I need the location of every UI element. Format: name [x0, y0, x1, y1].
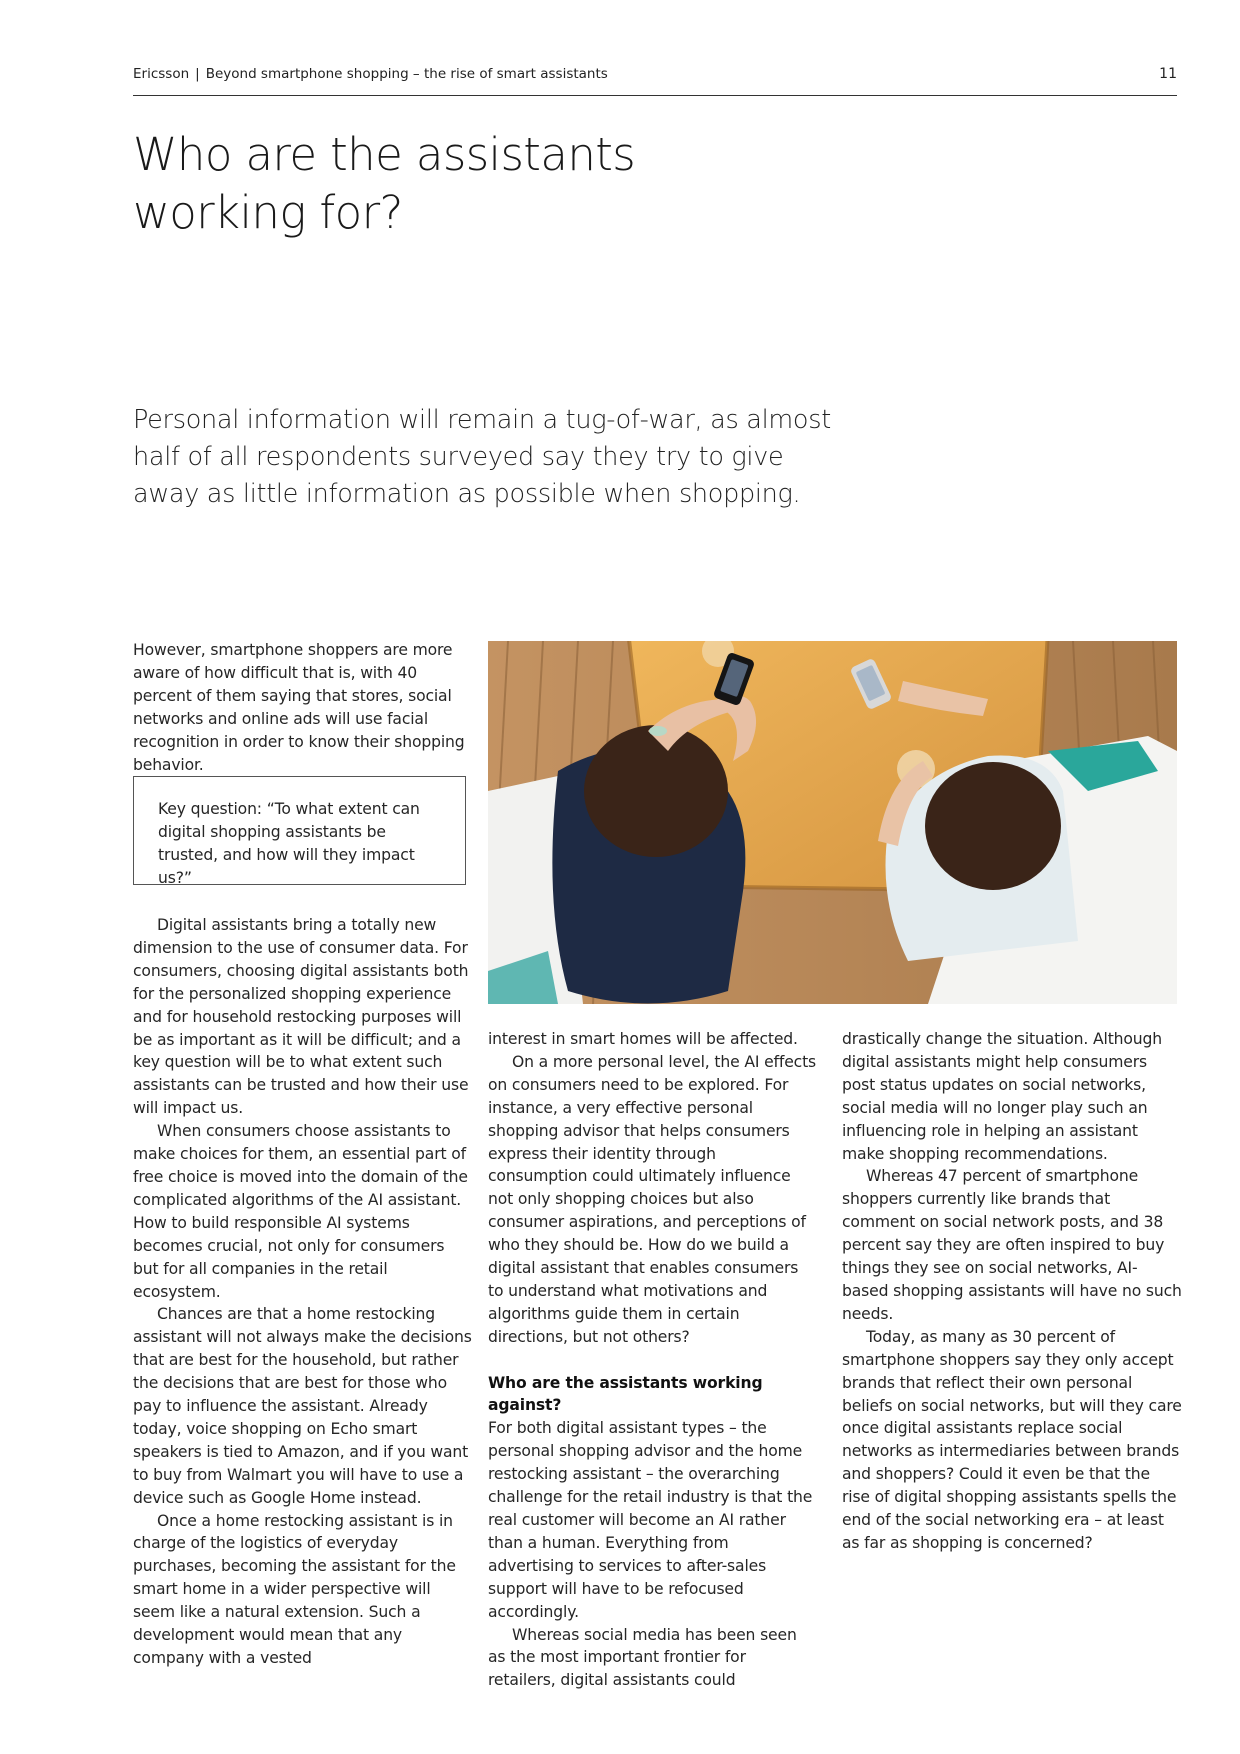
- page-header: [133, 66, 1177, 96]
- header-separator: |: [195, 66, 200, 82]
- bracelet: [649, 726, 667, 736]
- photo-illustration: [488, 641, 1177, 1004]
- body-column-3: [842, 1028, 1182, 1555]
- column2-paragraph-4: Whereas social media has been seen as the most important frontier for retailers, digital assistants could: [488, 1625, 797, 1690]
- column1-paragraph-1: Digital assistants bring a totally new dimension to the use of consumer data. For consumers, choosing digital assistants both for the personalized shopping experience and for household restocking purposes will be as important as it will be difficult; and a key question will be to what extent such assistants can be trusted and how their use will impact us.: [133, 916, 469, 1118]
- title-line-2: working for?: [133, 186, 403, 239]
- column3-paragraph-3: Today, as many as 30 percent of smartphone shoppers say they only accept brands that reflect their own personal beliefs on social networks, but will they care once digital assistants replace social networks as intermediaries between brands and shoppers? Could it even be that the rise of digital shopping assistants spells the end of the social networking era – at least as far as shopping is concerned?: [842, 1327, 1182, 1552]
- page-title: [133, 126, 833, 242]
- column3-paragraph-2: Whereas 47 percent of smartphone shoppers currently like brands that comment on social network posts, and 38 percent say they are often inspired to buy things they see on social networks, AI-based shopping assistants will have no such needs.: [842, 1167, 1182, 1323]
- column1-paragraph-3: Chances are that a home restocking assistant will not always make the decisions that are best for the household, but rather the decisions that are best for those who pay to influence the assistant. Already today, voice shopping on Echo smart speakers is tied to Amazon, and if you want to buy from Walmart you will have to use a device such as Google Home instead.: [133, 1305, 472, 1507]
- body-column-1: [133, 914, 473, 1670]
- company-name: Ericsson: [133, 66, 190, 82]
- key-question-text: Key question: “To what extent can digital shopping assistants be trusted, and how will they impact us?”: [158, 800, 420, 887]
- column2-paragraph-2: On a more personal level, the AI effects on consumers need to be explored. For instance, a very effective personal shopping advisor that helps consumers express their identity through consumption could ultimately influence not only shopping choices but also consumer aspirations, and perceptions of who they should be. How do we build a digital assistant that enables consumers to understand what motivations and algorithms guide them in certain directions, but not others?: [488, 1052, 817, 1346]
- section-heading: Who are the assistants working against?: [488, 1373, 763, 1415]
- intro-text: However, smartphone shoppers are more aware of how difficult that is, with 40 percent of them saying that stores, social networks and online ads will use facial recognition in order to know their shopping behavior.: [133, 641, 465, 774]
- running-header: [133, 66, 608, 82]
- column2-paragraph-3: For both digital assistant types – the personal shopping advisor and the home restocking assistant – the overarching challenge for the retail industry is that the real customer will become an AI rather than a human. Everything from advertising to services to after-sales support will have to be refocused accordingly.: [488, 1419, 813, 1621]
- title-line-1: Who are the assistants: [133, 128, 636, 181]
- intro-paragraph: [133, 639, 473, 776]
- woman-right-hair: [925, 762, 1061, 890]
- column1-paragraph-2: When consumers choose assistants to make choices for them, an essential part of free choice is moved into the domain of the complicated algorithms of the AI assistant. How to build responsible AI systems becomes crucial, not only for consumers but for all companies in the retail ecosystem.: [133, 1122, 468, 1301]
- woman-left-hair: [584, 725, 728, 857]
- report-title: Beyond smartphone shopping – the rise of smart assistants: [205, 66, 608, 82]
- page-number: 11: [1159, 66, 1177, 82]
- photo-two-women-with-smartphones: [488, 641, 1177, 1004]
- column1-paragraph-4: Once a home restocking assistant is in charge of the logistics of everyday purchases, becoming the assistant for the smart home in a wider perspective will seem like a natural extension. Such a development would mean that any company with a vested: [133, 1511, 456, 1667]
- column2-paragraph-1: interest in smart homes will be affected.: [488, 1030, 798, 1048]
- column3-paragraph-1: drastically change the situation. Although digital assistants might help consumers post status updates on social networks, social media will no longer play such an influencing role in helping an assistant make shopping recommendations.: [842, 1030, 1163, 1163]
- body-column-2: [488, 1028, 818, 1692]
- lead-paragraph: Personal information will remain a tug-of-war, as almost half of all respondents surveyed say they try to give away as little information as possible when shopping.: [133, 405, 831, 509]
- key-question-box: [133, 776, 466, 885]
